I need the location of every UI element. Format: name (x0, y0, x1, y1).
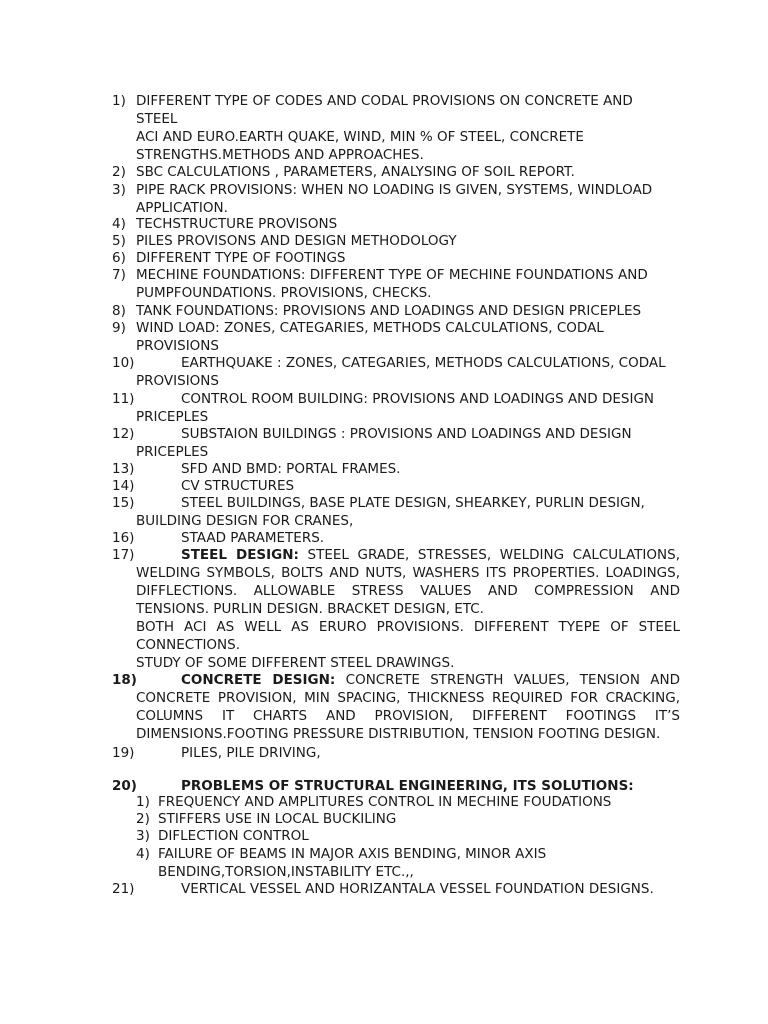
item-text: PIPE RACK PROVISIONS: WHEN NO LOADING IS GIVEN, SYSTEMS, WINDLOAD APPLICATION. (136, 182, 653, 216)
item-number: 21) (112, 881, 135, 897)
section-heading: PROBLEMS OF STRUCTURAL ENGINEERING, ITS SOLUTIONS: (181, 778, 634, 794)
item-text: CONTROL ROOM BUILDING: PROVISIONS AND LOADINGS AND DESIGN PRICEPLES (136, 391, 655, 425)
item-text: MECHINE FOUNDATIONS: DIFFERENT TYPE OF MECHINE FOUNDATIONS AND PUMPFOUNDATIONS. PROVISIONS, CHECKS. (136, 267, 648, 301)
item-text: EARTHQUAKE : ZONES, CATEGARIES, METHODS CALCULATIONS, CODAL PROVISIONS (136, 355, 666, 389)
sub-item-number: 3) (136, 828, 150, 844)
item-number: 7) (112, 267, 126, 283)
item-text: STAAD PARAMETERS. (181, 530, 325, 546)
item-number: 15) (112, 495, 135, 511)
list-item-8 (112, 302, 680, 320)
list-item-19 (112, 744, 680, 762)
item-text: SBC CALCULATIONS , PARAMETERS, ANALYSING OF SOIL REPORT. (136, 164, 575, 180)
list-item-9 (112, 319, 680, 355)
list-item-6 (112, 249, 680, 267)
list-item-5 (112, 232, 680, 250)
item-text: VERTICAL VESSEL AND HORIZANTALA VESSEL FOUNDATION DESIGNS. (181, 881, 654, 897)
item-number: 5) (112, 233, 126, 249)
sub-list-item-4 (136, 845, 556, 881)
section-heading: CONCRETE DESIGN: (181, 672, 336, 688)
list-item-11 (112, 390, 680, 426)
sub-item-number: 4) (136, 846, 150, 862)
item-number: 2) (112, 164, 126, 180)
item-text: PILES PROVISONS AND DESIGN METHODOLOGY (136, 233, 457, 249)
item-number: 3) (112, 182, 126, 198)
item-text-continued: STUDY OF SOME DIFFERENT STEEL DRAWINGS. (136, 655, 455, 671)
item-text: SFD AND BMD: PORTAL FRAMES. (181, 461, 401, 477)
list-item-20 (112, 777, 680, 795)
item-text: PILES, PILE DRIVING, (181, 745, 321, 761)
item-number: 10) (112, 355, 135, 371)
list-item-21 (112, 880, 680, 898)
item-number: 14) (112, 478, 135, 494)
item-text: DIFFERENT TYPE OF FOOTINGS (136, 250, 346, 266)
item-text: STEEL BUILDINGS, BASE PLATE DESIGN, SHEARKEY, PURLIN DESIGN, BUILDING DESIGN FOR CRANES, (136, 495, 645, 529)
list-item-12 (112, 425, 680, 461)
list-item-17 (112, 546, 680, 672)
list-item-7 (112, 266, 680, 302)
item-text: CONCRETE STRENGTH VALUES, TENSION AND CONCRETE PROVISION, MIN SPACING, THICKNESS REQUIRED FOR CRACKING, COLUMNS IT CHARTS AND PROVISION, DIFFERENT FOOTINGS IT’S DIMENSIONS.FOOTING PRESSURE DISTRIBUTION, TENSION FOOTING DESIGN. (136, 672, 680, 742)
item-text-continued: ACI AND EURO.EARTH QUAKE, WIND, MIN % OF STEEL, CONCRETE STRENGTHS.METHODS AND APPROACHES. (136, 129, 584, 163)
item-number: 12) (112, 426, 135, 442)
list-item-1 (112, 92, 680, 164)
item-number: 16) (112, 530, 135, 546)
sub-item-text: FREQUENCY AND AMPLITURES CONTROL IN MECHINE FOUDATIONS (158, 794, 612, 810)
sub-list-item-3 (136, 828, 676, 845)
item-text-continued: BOTH ACI AS WELL AS ERURO PROVISIONS. DIFFERENT TYEPE OF STEEL CONNECTIONS. (136, 619, 680, 653)
list-item-14 (112, 477, 680, 495)
list-item-16 (112, 529, 680, 547)
item-text: TECHSTRUCTURE PROVISONS (136, 216, 338, 232)
item-text: CV STRUCTURES (181, 478, 295, 494)
item-number: 19) (112, 745, 135, 761)
item-text: WIND LOAD: ZONES, CATEGARIES, METHODS CALCULATIONS, CODAL PROVISIONS (136, 320, 604, 354)
sub-list-item-1 (136, 794, 676, 811)
sub-item-number: 2) (136, 811, 150, 827)
item-text: DIFFERENT TYPE OF CODES AND CODAL PROVISIONS ON CONCRETE AND STEEL (136, 93, 633, 127)
item-number: 13) (112, 461, 135, 477)
item-number: 9) (112, 320, 126, 336)
list-item-18 (112, 671, 680, 743)
item-number: 20) (112, 778, 137, 794)
list-item-2 (112, 163, 680, 181)
sub-item-number: 1) (136, 794, 150, 810)
sub-list-item-2 (136, 811, 676, 828)
list-item-4 (112, 215, 680, 233)
sub-item-text: FAILURE OF BEAMS IN MAJOR AXIS BENDING, MINOR AXIS BENDING,TORSION,INSTABILITY ETC.,, (158, 846, 547, 880)
list-item-3 (112, 181, 680, 217)
section-heading: STEEL DESIGN: (181, 547, 299, 563)
item-text: SUBSTAION BUILDINGS : PROVISIONS AND LOADINGS AND DESIGN PRICEPLES (136, 426, 632, 460)
list-item-13 (112, 460, 680, 478)
item-number: 8) (112, 303, 126, 319)
item-text: STEEL GRADE, STRESSES, WELDING CALCULATIONS, WELDING SYMBOLS, BOLTS AND NUTS, WASHERS ITS PROPERTIES. LOADINGS, DIFFLECTIONS. ALLOWABLE STRESS VALUES AND COMPRESSION AND TENSIONS. PURLIN DESIGN. BRACKET DESIGN, ETC. (136, 547, 680, 617)
list-item-10 (112, 354, 680, 390)
sub-item-text: STIFFERS USE IN LOCAL BUCKILING (158, 811, 397, 827)
item-number: 18) (112, 672, 137, 688)
item-number: 1) (112, 93, 126, 109)
item-number: 4) (112, 216, 126, 232)
item-text: TANK FOUNDATIONS: PROVISIONS AND LOADINGS AND DESIGN PRICEPLES (136, 303, 642, 319)
sub-item-text: DIFLECTION CONTROL (158, 828, 309, 844)
item-number: 17) (112, 547, 135, 563)
list-item-15 (112, 494, 680, 530)
item-number: 11) (112, 391, 135, 407)
item-number: 6) (112, 250, 126, 266)
